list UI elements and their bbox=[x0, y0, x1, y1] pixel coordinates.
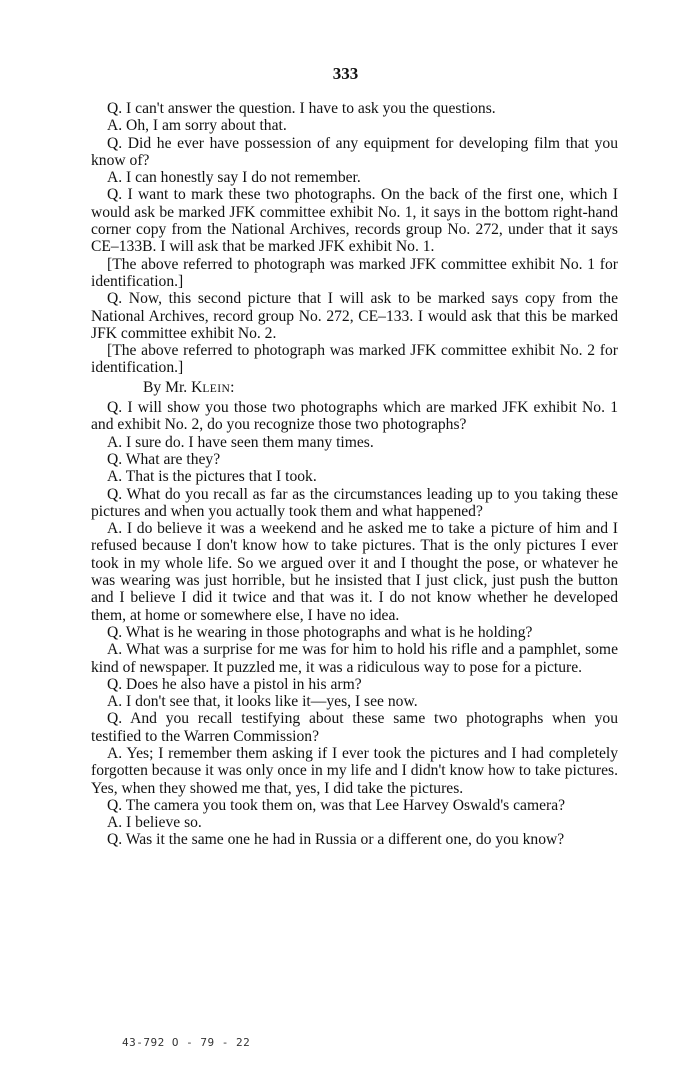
paragraph: A. I do believe it was a weekend and he asked me to take a picture of him and I refused because I don't know how to take pictures. That is the only pictures I ever took in my whole life. So we argued over it and I thought the pose, or whatever he was wearing was just horrible, but he insisted that I just click, just push the button and I believe I did it twice and that was it. I do not know whether he developed them, at home or somewhere else, I have no idea. bbox=[91, 520, 618, 624]
paragraph: Q. Was it the same one he had in Russia or a different one, do you know? bbox=[107, 831, 565, 849]
paragraph: Q. Does he also have a pistol in his arm? bbox=[107, 675, 362, 693]
paragraph: A. I believe so. bbox=[107, 814, 202, 832]
paragraph: A. What was a surprise for me was for him to hold his rifle and a pamphlet, some kind of newspaper. It puzzled me, it was a ridiculous way to pose for a picture. bbox=[91, 641, 618, 676]
paragraph: Q. What do you recall as far as the circumstances leading up to you taking these pictures and when you actually took them and what happened? bbox=[91, 485, 618, 520]
paragraph: A. That is the pictures that I took. bbox=[107, 468, 317, 486]
print-job-code: 43-792 O - 79 - 22 bbox=[122, 1036, 251, 1049]
paragraph: [The above referred to photograph was marked JFK committee exhibit No. 2 for identification.] bbox=[91, 342, 618, 377]
paragraph: [The above referred to photograph was marked JFK committee exhibit No. 1 for identification.] bbox=[91, 255, 618, 290]
byline-name-initial: K bbox=[191, 378, 203, 396]
byline-name-rest: LEIN bbox=[202, 382, 231, 395]
paragraph: Q. Now, this second picture that I will ask to be marked says copy from the National Archives, record group No. 272, CE–133. I would ask that this be marked JFK committee exhibit No. 2. bbox=[91, 290, 618, 342]
page-number: 333 bbox=[332, 64, 359, 83]
paragraph: A. I don't see that, it looks like it—yes, I see now. bbox=[107, 693, 418, 711]
paragraph: A. I sure do. I have seen them many times. bbox=[107, 433, 374, 451]
paragraph: A. I can honestly say I do not remember. bbox=[107, 169, 361, 187]
paragraph: A. Oh, I am sorry about that. bbox=[107, 117, 287, 135]
paragraph: Q. The camera you took them on, was that Lee Harvey Oswald's camera? bbox=[107, 796, 566, 814]
paragraph: Q. I can't answer the question. I have to ask you the questions. bbox=[107, 100, 496, 117]
byline-suffix: : bbox=[230, 378, 235, 396]
byline-prefix: By Mr. bbox=[143, 378, 192, 396]
paragraph: Q. And you recall testifying about these same two photographs when you testified to the Warren Commission? bbox=[91, 710, 618, 745]
examiner-byline bbox=[91, 379, 618, 398]
paragraph: Q. Did he ever have possession of any equipment for developing film that you know of? bbox=[91, 134, 618, 169]
paragraph: Q. What are they? bbox=[107, 450, 221, 468]
paragraph: Q. I will show you those two photographs which are marked JFK exhibit No. 1 and exhibit No. 2, do you recognize those two photographs? bbox=[91, 399, 618, 434]
paragraph: A. Yes; I remember them asking if I ever took the pictures and I had completely forgotten because it was only once in my life and I didn't know how to take pictures. Yes, when they showed me that, yes, I did take the pictures. bbox=[91, 744, 618, 797]
paragraph: Q. What is he wearing in those photographs and what is he holding? bbox=[107, 623, 533, 641]
testimony-body bbox=[91, 100, 618, 849]
paragraph: Q. I want to mark these two photographs. On the back of the first one, which I would ask be marked JFK committee exhibit No. 1, it says in the bottom right-hand corner copy from the National Archives, records group No. 272, under that it says CE–133B. I will ask that be marked JFK exhibit No. 1. bbox=[91, 186, 618, 256]
